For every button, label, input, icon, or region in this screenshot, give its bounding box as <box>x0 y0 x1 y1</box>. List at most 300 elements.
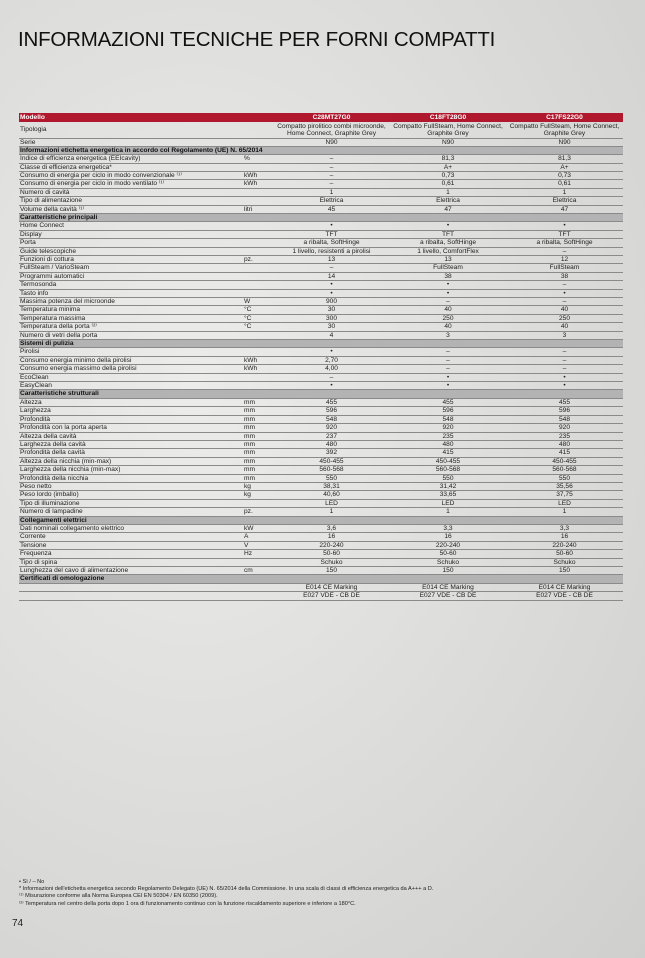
row-value: 3 <box>390 331 506 339</box>
row-value: 35,56 <box>506 482 623 490</box>
row-unit <box>243 583 273 591</box>
row-value: – <box>273 373 390 381</box>
certificate-row <box>19 592 623 600</box>
row-value: Compatto FullSteam, Home Connect, Graphite Grey <box>390 122 506 139</box>
row-value: – <box>506 348 623 356</box>
row-value: 47 <box>506 205 623 213</box>
table-row <box>19 508 623 516</box>
row-label: Temperatura della porta ⁽²⁾ <box>19 323 243 331</box>
row-unit <box>243 382 273 390</box>
certificate-row <box>19 583 623 591</box>
row-value: E027 VDE - CB DE <box>273 592 390 600</box>
section-spacer <box>390 390 506 398</box>
row-value: • <box>390 281 506 289</box>
row-unit <box>243 197 273 205</box>
row-value: 13 <box>390 255 506 263</box>
row-label: Tipo di illuminazione <box>19 499 243 507</box>
table-row <box>19 289 623 297</box>
row-value: 560-568 <box>506 466 623 474</box>
row-value: E014 CE Marking <box>273 583 390 591</box>
row-value: N90 <box>273 138 390 146</box>
table-row <box>19 264 623 272</box>
section-spacer <box>390 213 506 221</box>
row-value: 3,3 <box>506 524 623 532</box>
row-label: EasyClean <box>19 382 243 390</box>
section-spacer <box>273 575 390 583</box>
row-unit: mm <box>243 449 273 457</box>
row-value: • <box>273 289 390 297</box>
row-unit <box>243 188 273 196</box>
row-value: 150 <box>273 567 390 575</box>
row-value: Elettrica <box>390 197 506 205</box>
row-value: 3,6 <box>273 524 390 532</box>
row-value: Elettrica <box>506 197 623 205</box>
row-unit <box>243 222 273 230</box>
table-row <box>19 415 623 423</box>
row-value: TFT <box>390 230 506 238</box>
row-value: 596 <box>273 407 390 415</box>
row-value: E027 VDE - CB DE <box>506 592 623 600</box>
row-label: Profondità della cavità <box>19 449 243 457</box>
model-name: C18FT28G0 <box>390 113 506 122</box>
row-value: – <box>390 348 506 356</box>
row-label: Funzioni di cottura <box>19 255 243 263</box>
row-value: 0,61 <box>506 180 623 188</box>
table-row <box>19 188 623 196</box>
row-label: Lunghezza del cavo di alimentazione <box>19 567 243 575</box>
row-unit: mm <box>243 474 273 482</box>
row-value: 13 <box>273 255 390 263</box>
row-value: E014 CE Marking <box>390 583 506 591</box>
row-value: 548 <box>390 415 506 423</box>
row-value: Schuko <box>506 558 623 566</box>
row-label: Tipologia <box>19 122 243 139</box>
row-unit <box>243 239 273 247</box>
footnote: ⁽²⁾ Temperatura nel centro della porta dopo 1 ora di funzionamento continuo con la funzione riscaldamento superiore e inferiore a 180°C. <box>19 900 356 907</box>
section-spacer <box>506 213 623 221</box>
table-row <box>19 331 623 339</box>
row-unit <box>243 272 273 280</box>
table-row <box>19 457 623 465</box>
row-value: – <box>390 365 506 373</box>
row-value: – <box>273 155 390 163</box>
table-row <box>19 247 623 255</box>
row-value: – <box>506 298 623 306</box>
section-spacer <box>506 516 623 524</box>
row-value: 220-240 <box>506 541 623 549</box>
row-unit: kWh <box>243 356 273 364</box>
row-value: 4,00 <box>273 365 390 373</box>
row-value: Compatto FullSteam, Home Connect, Graphite Grey <box>506 122 623 139</box>
row-value: – <box>506 281 623 289</box>
row-unit: mm <box>243 457 273 465</box>
row-value: 550 <box>273 474 390 482</box>
row-label <box>19 592 243 600</box>
row-label: Tipo di spina <box>19 558 243 566</box>
table-row <box>19 205 623 213</box>
row-value: 550 <box>390 474 506 482</box>
row-unit: kWh <box>243 365 273 373</box>
section-header-row <box>19 213 623 221</box>
section-title: Informazioni etichetta energetica in accordo col Regolamento (UE) N. 65/2014 <box>19 146 273 154</box>
row-label <box>19 583 243 591</box>
table-row <box>19 255 623 263</box>
section-header-row <box>19 390 623 398</box>
row-value: TFT <box>506 230 623 238</box>
row-value: FullSteam <box>506 264 623 272</box>
table-row <box>19 424 623 432</box>
row-value: 37,75 <box>506 491 623 499</box>
row-label: Porta <box>19 239 243 247</box>
table-row <box>19 348 623 356</box>
table-row <box>19 180 623 188</box>
row-value: 450-455 <box>273 457 390 465</box>
row-unit: mm <box>243 440 273 448</box>
row-unit <box>243 163 273 171</box>
row-label: Volume della cavità ⁽¹⁾ <box>19 205 243 213</box>
row-unit <box>243 281 273 289</box>
row-value: • <box>273 348 390 356</box>
row-label: Temperatura massima <box>19 314 243 322</box>
row-value: 1 livello, ComfortFlex <box>390 247 506 255</box>
row-value: Compatto pirolitico combi microonde, Home Connect, Graphite Grey <box>273 122 390 139</box>
row-unit: mm <box>243 407 273 415</box>
row-value: E027 VDE - CB DE <box>390 592 506 600</box>
row-value: – <box>506 365 623 373</box>
row-label: Numero di lampadine <box>19 508 243 516</box>
row-value: 1 <box>506 508 623 516</box>
row-unit: kg <box>243 491 273 499</box>
row-unit <box>243 247 273 255</box>
section-header-row <box>19 575 623 583</box>
table-row <box>19 533 623 541</box>
row-value: 0,61 <box>390 180 506 188</box>
row-unit: V <box>243 541 273 549</box>
row-value: 235 <box>506 432 623 440</box>
row-value: 3 <box>506 331 623 339</box>
row-label: FullSteam / VarioSteam <box>19 264 243 272</box>
row-label: EcoClean <box>19 373 243 381</box>
row-value: Schuko <box>273 558 390 566</box>
row-value: • <box>390 222 506 230</box>
row-label: Indice di efficienza energetica (EEIcavity) <box>19 155 243 163</box>
row-value: 16 <box>390 533 506 541</box>
row-label: Serie <box>19 138 243 146</box>
row-value: 220-240 <box>273 541 390 549</box>
row-label: Profondità della nicchia <box>19 474 243 482</box>
table-row <box>19 197 623 205</box>
row-value: 150 <box>506 567 623 575</box>
footnote: * Informazioni dell'etichetta energetica secondo Regolamento Delegato (UE) N. 65/2014 della Commissione. In una scala di classi di efficienza energetica da A+++ a D. <box>19 886 434 893</box>
row-unit: kWh <box>243 180 273 188</box>
row-value: 455 <box>390 398 506 406</box>
row-value: 455 <box>273 398 390 406</box>
row-value: 14 <box>273 272 390 280</box>
row-value: • <box>273 382 390 390</box>
row-label: Consumo energia minimo della pirolisi <box>19 356 243 364</box>
row-unit: Hz <box>243 550 273 558</box>
section-header-row <box>19 516 623 524</box>
row-value: 1 <box>273 508 390 516</box>
row-unit: W <box>243 298 273 306</box>
row-value: 250 <box>390 314 506 322</box>
row-value: 40 <box>390 306 506 314</box>
row-label: Numero di vetri della porta <box>19 331 243 339</box>
row-value: 560-568 <box>390 466 506 474</box>
row-value: 16 <box>506 533 623 541</box>
table-row <box>19 432 623 440</box>
row-unit <box>243 331 273 339</box>
row-value: a ribalta, SoftHinge <box>506 239 623 247</box>
row-value: LED <box>506 499 623 507</box>
row-value: 40,60 <box>273 491 390 499</box>
section-title: Caratteristiche principali <box>19 213 273 221</box>
row-value: 415 <box>506 449 623 457</box>
table-row <box>19 230 623 238</box>
row-value: 2,70 <box>273 356 390 364</box>
row-value: 50-60 <box>273 550 390 558</box>
table-row <box>19 558 623 566</box>
table-row <box>19 122 623 139</box>
row-value: 415 <box>390 449 506 457</box>
row-value: 1 <box>273 188 390 196</box>
table-row <box>19 272 623 280</box>
row-value: – <box>273 171 390 179</box>
row-label: Numero di cavità <box>19 188 243 196</box>
footnote: ⁽¹⁾ Misurazione conforme alla Norma Europea CEI EN 50304 / EN 60350 (2009). <box>19 893 218 900</box>
row-unit: A <box>243 533 273 541</box>
row-label: Profondità <box>19 415 243 423</box>
row-value: 81,3 <box>390 155 506 163</box>
section-spacer <box>390 516 506 524</box>
row-unit <box>243 230 273 238</box>
table-row <box>19 155 623 163</box>
table-row <box>19 138 623 146</box>
row-value: 560-568 <box>273 466 390 474</box>
table-row <box>19 314 623 322</box>
row-label: Guide telescopiche <box>19 247 243 255</box>
row-value: 220-240 <box>390 541 506 549</box>
row-value: 450-455 <box>390 457 506 465</box>
row-unit <box>243 264 273 272</box>
row-unit <box>243 558 273 566</box>
row-label: Peso lordo (imballo) <box>19 491 243 499</box>
row-value: 480 <box>506 440 623 448</box>
row-unit <box>243 138 273 146</box>
row-value: a ribalta, SoftHinge <box>390 239 506 247</box>
table-row <box>19 407 623 415</box>
row-label: Frequenza <box>19 550 243 558</box>
row-value: 1 livello, resistenti a pirolisi <box>273 247 390 255</box>
table-row <box>19 306 623 314</box>
row-label: Programmi automatici <box>19 272 243 280</box>
row-value: LED <box>390 499 506 507</box>
row-value: TFT <box>273 230 390 238</box>
row-label: Larghezza <box>19 407 243 415</box>
section-spacer <box>506 575 623 583</box>
header-unit <box>243 113 273 122</box>
row-value: • <box>273 281 390 289</box>
row-value: 548 <box>273 415 390 423</box>
row-value: 237 <box>273 432 390 440</box>
row-value: 33,65 <box>390 491 506 499</box>
row-value: a ribalta, SoftHinge <box>273 239 390 247</box>
section-title: Caratteristiche strutturali <box>19 390 273 398</box>
page-title: INFORMAZIONI TECNICHE PER FORNI COMPATTI <box>18 28 496 51</box>
row-value: 16 <box>273 533 390 541</box>
row-value: 12 <box>506 255 623 263</box>
model-name: C28MT27G0 <box>273 113 390 122</box>
section-spacer <box>390 340 506 348</box>
section-spacer <box>506 146 623 154</box>
row-value: • <box>390 289 506 297</box>
row-label: Pirolisi <box>19 348 243 356</box>
table-row <box>19 222 623 230</box>
table-row <box>19 298 623 306</box>
row-value: • <box>506 222 623 230</box>
row-unit: pz. <box>243 508 273 516</box>
row-value: 1 <box>390 188 506 196</box>
row-unit: % <box>243 155 273 163</box>
table-row <box>19 356 623 364</box>
row-label: Display <box>19 230 243 238</box>
section-spacer <box>390 146 506 154</box>
row-value: 455 <box>506 398 623 406</box>
row-label: Larghezza della nicchia (min-max) <box>19 466 243 474</box>
table-row <box>19 449 623 457</box>
row-value: 450-455 <box>506 457 623 465</box>
row-value: – <box>506 247 623 255</box>
row-value: A+ <box>506 163 623 171</box>
row-label: Consumo energia massimo della pirolisi <box>19 365 243 373</box>
row-unit: °C <box>243 323 273 331</box>
section-title: Collegamenti elettrici <box>19 516 273 524</box>
row-value: Schuko <box>390 558 506 566</box>
row-value: 920 <box>506 424 623 432</box>
row-value: 548 <box>506 415 623 423</box>
section-spacer <box>273 340 390 348</box>
row-label: Larghezza della cavità <box>19 440 243 448</box>
row-unit: mm <box>243 398 273 406</box>
row-value: 920 <box>273 424 390 432</box>
row-value: N90 <box>506 138 623 146</box>
row-unit: kWh <box>243 171 273 179</box>
row-unit: mm <box>243 415 273 423</box>
row-value: 38 <box>390 272 506 280</box>
table-row <box>19 171 623 179</box>
row-unit: kg <box>243 482 273 490</box>
row-unit <box>243 348 273 356</box>
footnotes <box>19 879 619 908</box>
row-unit <box>243 122 273 139</box>
row-value: 300 <box>273 314 390 322</box>
section-spacer <box>390 575 506 583</box>
row-unit <box>243 592 273 600</box>
row-value: N90 <box>390 138 506 146</box>
table-row <box>19 323 623 331</box>
row-value: • <box>506 382 623 390</box>
row-value: 900 <box>273 298 390 306</box>
spec-table-body <box>19 113 623 600</box>
table-row <box>19 365 623 373</box>
row-unit <box>243 499 273 507</box>
row-value: 3,3 <box>390 524 506 532</box>
row-label: Tipo di alimentazione <box>19 197 243 205</box>
row-unit: litri <box>243 205 273 213</box>
row-value: Elettrica <box>273 197 390 205</box>
row-value: E014 CE Marking <box>506 583 623 591</box>
row-label: Classe di efficienza energetica* <box>19 163 243 171</box>
row-value: • <box>390 382 506 390</box>
section-spacer <box>273 390 390 398</box>
table-row <box>19 466 623 474</box>
row-value: – <box>273 163 390 171</box>
table-row <box>19 499 623 507</box>
row-unit: pz. <box>243 255 273 263</box>
table-header-row <box>19 113 623 122</box>
row-value: – <box>506 356 623 364</box>
table-row <box>19 491 623 499</box>
row-unit: mm <box>243 432 273 440</box>
row-value: 40 <box>506 323 623 331</box>
row-label: Altezza <box>19 398 243 406</box>
row-value: 235 <box>390 432 506 440</box>
spec-table <box>19 113 623 601</box>
row-value: 30 <box>273 306 390 314</box>
row-label: Termosonda <box>19 281 243 289</box>
row-value: 0,73 <box>506 171 623 179</box>
row-label: Altezza della nicchia (min-max) <box>19 457 243 465</box>
row-label: Home Connect <box>19 222 243 230</box>
row-value: 30 <box>273 323 390 331</box>
table-row <box>19 373 623 381</box>
row-value: 38 <box>506 272 623 280</box>
table-row <box>19 524 623 532</box>
row-label: Tensione <box>19 541 243 549</box>
model-name: C17FS22G0 <box>506 113 623 122</box>
row-value: 31,42 <box>390 482 506 490</box>
section-header-row <box>19 146 623 154</box>
row-label: Dati nominali collegamento elettrico <box>19 524 243 532</box>
row-label: Profondità con la porta aperta <box>19 424 243 432</box>
row-unit <box>243 373 273 381</box>
row-label: Altezza della cavità <box>19 432 243 440</box>
table-row <box>19 440 623 448</box>
page-number: 74 <box>12 918 24 929</box>
table-row <box>19 281 623 289</box>
row-value: • <box>506 289 623 297</box>
table-row <box>19 474 623 482</box>
row-value: 0,73 <box>390 171 506 179</box>
row-label: Temperatura minima <box>19 306 243 314</box>
row-value: • <box>506 373 623 381</box>
section-header-row <box>19 340 623 348</box>
row-value: 596 <box>506 407 623 415</box>
section-spacer <box>273 146 390 154</box>
row-value: 150 <box>390 567 506 575</box>
row-value: 550 <box>506 474 623 482</box>
row-label: Tasto info <box>19 289 243 297</box>
section-spacer <box>273 516 390 524</box>
table-row <box>19 239 623 247</box>
row-label: Massima potenza del microonde <box>19 298 243 306</box>
row-unit: cm <box>243 567 273 575</box>
row-value: 392 <box>273 449 390 457</box>
row-value: 47 <box>390 205 506 213</box>
row-value: 40 <box>506 306 623 314</box>
table-row <box>19 550 623 558</box>
row-value: A+ <box>390 163 506 171</box>
